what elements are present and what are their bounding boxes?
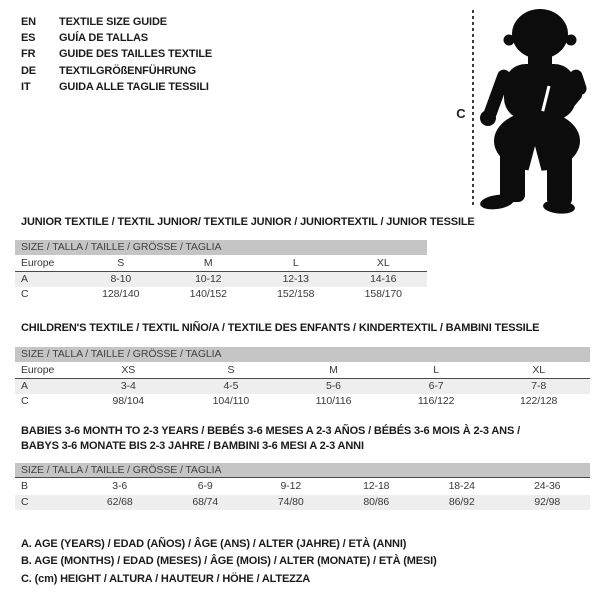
height-dashed-line — [472, 10, 474, 208]
language-row — [21, 63, 212, 79]
table-cell: 10-12 — [195, 272, 222, 285]
language-code: DE — [21, 64, 36, 77]
language-code: ES — [21, 32, 36, 45]
row-label: C — [21, 395, 29, 407]
table-cell: 3-4 — [120, 379, 136, 392]
table-cell: 4-5 — [223, 379, 239, 392]
language-row — [21, 14, 212, 30]
table-cell: XL — [376, 257, 390, 269]
table-cell: 7-8 — [531, 379, 547, 392]
table-cell: 18-24 — [448, 480, 475, 492]
row-label: A — [21, 272, 28, 285]
language-title: GUIDE DES TAILLES TEXTILE — [59, 48, 213, 61]
table-cell: M — [203, 257, 213, 269]
table-row — [15, 379, 590, 395]
table-row — [15, 479, 590, 495]
table-cell: 128/140 — [102, 288, 140, 300]
table-cell: 12-18 — [363, 480, 390, 492]
table-cell: 12-13 — [282, 272, 309, 285]
language-code: IT — [21, 80, 31, 93]
legend-line-a: A. AGE (YEARS) / EDAD (AÑOS) / ÂGE (ANS) / ALTER (JAHRE) / ETÀ (ANNI) — [21, 538, 407, 550]
table-cell: 86/92 — [448, 495, 475, 508]
table-cell: 24-36 — [534, 480, 561, 492]
table-cell: 140/152 — [189, 288, 227, 300]
babies-title-line-2: BABYS 3-6 MONATE BIS 2-3 JAHRE / BAMBINI 3-6 MESI A 2-3 ANNI — [21, 439, 364, 452]
row-label: B — [21, 480, 28, 492]
children-table-title: CHILDREN'S TEXTILE / TEXTIL NIÑO/A / TEXTILE DES ENFANTS / KINDERTEXTIL / BAMBINI TESSILE — [21, 322, 540, 334]
table-row — [15, 256, 427, 272]
language-title: TEXTILGRÖßENFÜHRUNG — [59, 64, 197, 77]
language-title: TEXTILE SIZE GUIDE — [59, 16, 167, 28]
table-cell: 5-6 — [326, 379, 341, 392]
baby-silhouette-icon — [478, 8, 588, 214]
table-row — [15, 287, 427, 303]
legend-line-b: B. AGE (MONTHS) / EDAD (MESES) / ÂGE (MOIS) / ALTER (MONATE) / ETÀ (MESI) — [21, 555, 437, 568]
table-cell: L — [433, 364, 439, 376]
legend-line-c: C. (cm) HEIGHT / ALTURA / HAUTEUR / HÖHE / ALTEZZA — [21, 572, 311, 585]
table-cell: 74/80 — [277, 495, 304, 508]
table-cell: S — [227, 364, 235, 376]
table-cell: 98/104 — [112, 395, 145, 407]
legend — [21, 536, 437, 588]
size-header-bar: SIZE / TALLA / TAILLE / GRÖSSE / TAGLIA — [15, 347, 590, 362]
table-cell: 92/98 — [534, 495, 561, 508]
table-cell: L — [292, 257, 299, 269]
row-label: A — [21, 379, 28, 392]
table-row — [15, 272, 427, 288]
table-cell: 152/158 — [277, 288, 315, 300]
table-row — [15, 495, 590, 511]
table-cell: S — [117, 257, 125, 269]
table-cell: 68/74 — [192, 495, 219, 508]
language-code: EN — [21, 16, 36, 28]
table-cell: 62/68 — [106, 495, 133, 508]
table-cell: XL — [532, 364, 546, 376]
language-row — [21, 46, 212, 62]
table-cell: 3-6 — [112, 480, 128, 492]
table-cell: XS — [121, 364, 136, 376]
language-title: GUIDA ALLE TAGLIE TESSILI — [59, 80, 209, 93]
size-header-bar: SIZE / TALLA / TAILLE / GRÖSSE / TAGLIA — [15, 240, 427, 255]
babies-table-title — [21, 424, 520, 453]
row-label: Europe — [21, 364, 55, 376]
children-size-table — [15, 347, 590, 410]
language-row — [21, 30, 212, 46]
junior-size-table — [15, 240, 427, 303]
table-cell: 14-16 — [370, 272, 397, 285]
table-cell: 158/170 — [364, 288, 402, 300]
table-cell: 122/128 — [520, 395, 558, 407]
height-marker-label: C — [456, 106, 466, 121]
language-title: GUÍA DE TALLAS — [59, 32, 148, 45]
row-label: Europe — [21, 257, 55, 269]
row-label: C — [21, 288, 29, 300]
table-cell: M — [329, 364, 338, 376]
size-header-bar: SIZE / TALLA / TAILLE / GRÖSSE / TAGLIA — [15, 463, 590, 478]
table-row — [15, 394, 590, 410]
junior-table-title: JUNIOR TEXTILE / TEXTIL JUNIOR/ TEXTILE JUNIOR / JUNIORTEXTIL / JUNIOR TESSILE — [21, 216, 475, 228]
babies-title-line-1: BABIES 3-6 MONTH TO 2-3 YEARS / BEBÉS 3-6 MESES A 2-3 AÑOS / BÉBÉS 3-6 MOIS À 2-3 ANS / — [21, 425, 520, 437]
language-row — [21, 79, 212, 95]
table-cell: 80/86 — [363, 495, 390, 508]
table-cell: 6-7 — [428, 379, 444, 392]
table-cell: 104/110 — [212, 395, 250, 407]
table-cell: 9-12 — [280, 480, 302, 492]
language-code: FR — [21, 48, 36, 61]
table-cell: 8-10 — [110, 272, 132, 285]
language-title-list — [21, 14, 212, 95]
row-label: C — [21, 495, 29, 508]
babies-size-table — [15, 463, 590, 510]
table-cell: 116/122 — [417, 395, 455, 407]
table-row — [15, 363, 590, 379]
table-cell: 110/116 — [315, 395, 352, 407]
table-cell: 6-9 — [197, 480, 213, 492]
